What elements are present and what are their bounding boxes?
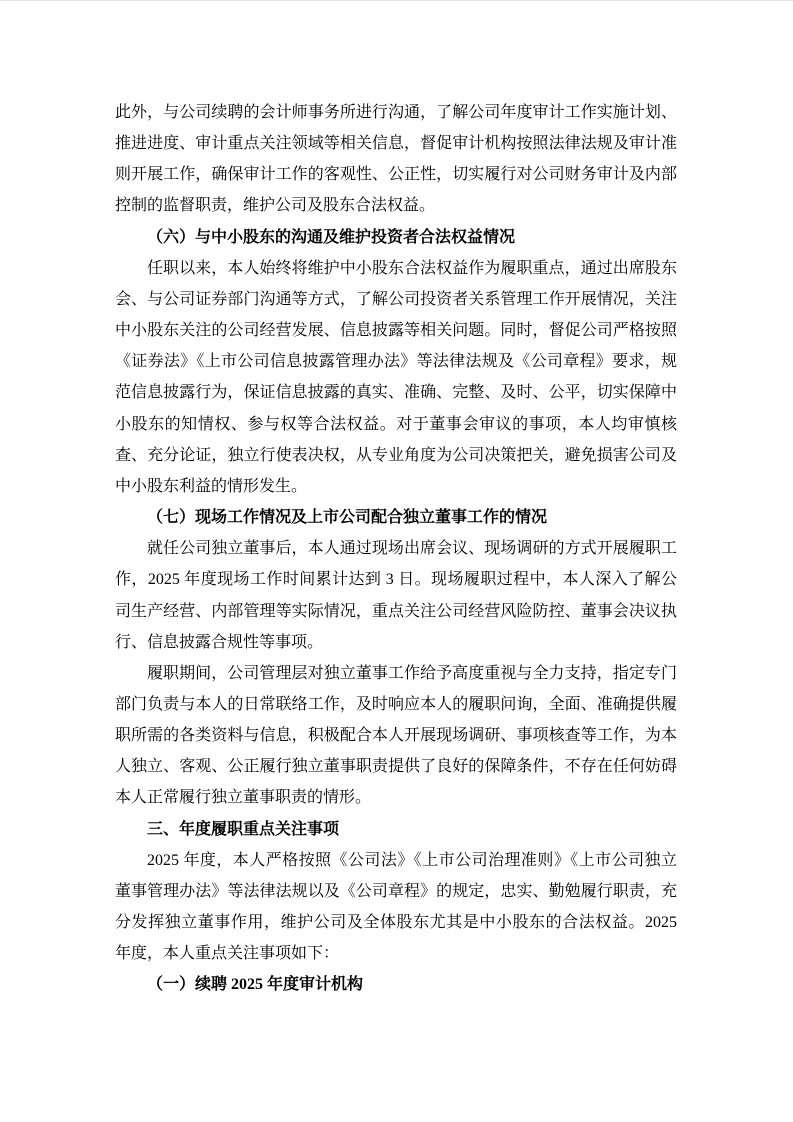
paragraph-company-cooperation: 履职期间，公司管理层对独立董事工作给予高度重视与全力支持，指定专门部门负责与本人的日常联络工作，及时响应本人的履职问询，全面、准确提供履职所需的各类资料与信息，积极配合本人开展现场调研、事项核查等工作，为本人独立、客观、公正履行独立董事职责提供了良好的保障条件，不存在任何妨碍本人正常履行独立董事职责的情形。	[115, 664, 677, 807]
paragraph-annual-duty-summary: 2025 年度，本人严格按照《公司法》《上市公司治理准则》《上市公司独立董事管理办法》等法律法规以及《公司章程》的规定，忠实、勤勉履行职责，充分发挥独立董事作用，维护公司及全体股东尤其是中小股东的合法权益。2025 年度，本人重点关注事项如下：	[115, 851, 677, 963]
heading-section-3-annual-focus: 三、年度履职重点关注事项	[147, 820, 340, 838]
paragraph-auditor-communication-continued: 此外，与公司续聘的会计师事务所进行沟通，了解公司年度审计工作实施计划、推进进度、审计重点关注领域等相关信息，督促审计机构按照法律法规及审计准则开展工作，确保审计工作的客观性、公正性，切实履行对公司财务审计及内部控制的监督职责，维护公司及股东合法权益。	[115, 104, 677, 215]
page-body	[115, 97, 677, 1001]
page-top-divider	[0, 0, 793, 1]
heading-item-1-reappoint-audit-firm: （一）续聘 2025 年度审计机构	[147, 976, 364, 994]
paragraph-onsite-work: 就任公司独立董事后，本人通过现场出席会议、现场调研的方式开展履职工作，2025 年度现场工作时间累计达到 3 日。现场履职过程中，本人深入了解公司生产经营、内部管理等实际情况，重点关注公司经营风险防控、董事会决议执行、信息披露合规性等事项。	[115, 540, 677, 651]
paragraph-minority-shareholder-protection: 任职以来，本人始终将维护中小股东合法权益作为履职重点，通过出席股东会、与公司证券部门沟通等方式，了解公司投资者关系管理工作开展情况，关注中小股东关注的公司经营发展、信息披露等相关问题。同时，督促公司严格按照《证券法》《上市公司信息披露管理办法》等法律法规及《公司章程》要求，规范信息披露行为，保证信息披露的真实、准确、完整、及时、公平，切实保障中小股东的知情权、参与权等合法权益。对于董事会审议的事项，本人均审慎核查、充分论证，独立行使表决权，从专业角度为公司决策把关，避免损害公司及中小股东利益的情形发生。	[115, 259, 677, 495]
heading-section-7-onsite-work: （七）现场工作情况及上市公司配合独立董事工作的情况	[147, 509, 548, 527]
heading-section-6-minority-shareholders: （六）与中小股东的沟通及维护投资者合法权益情况	[147, 228, 516, 246]
